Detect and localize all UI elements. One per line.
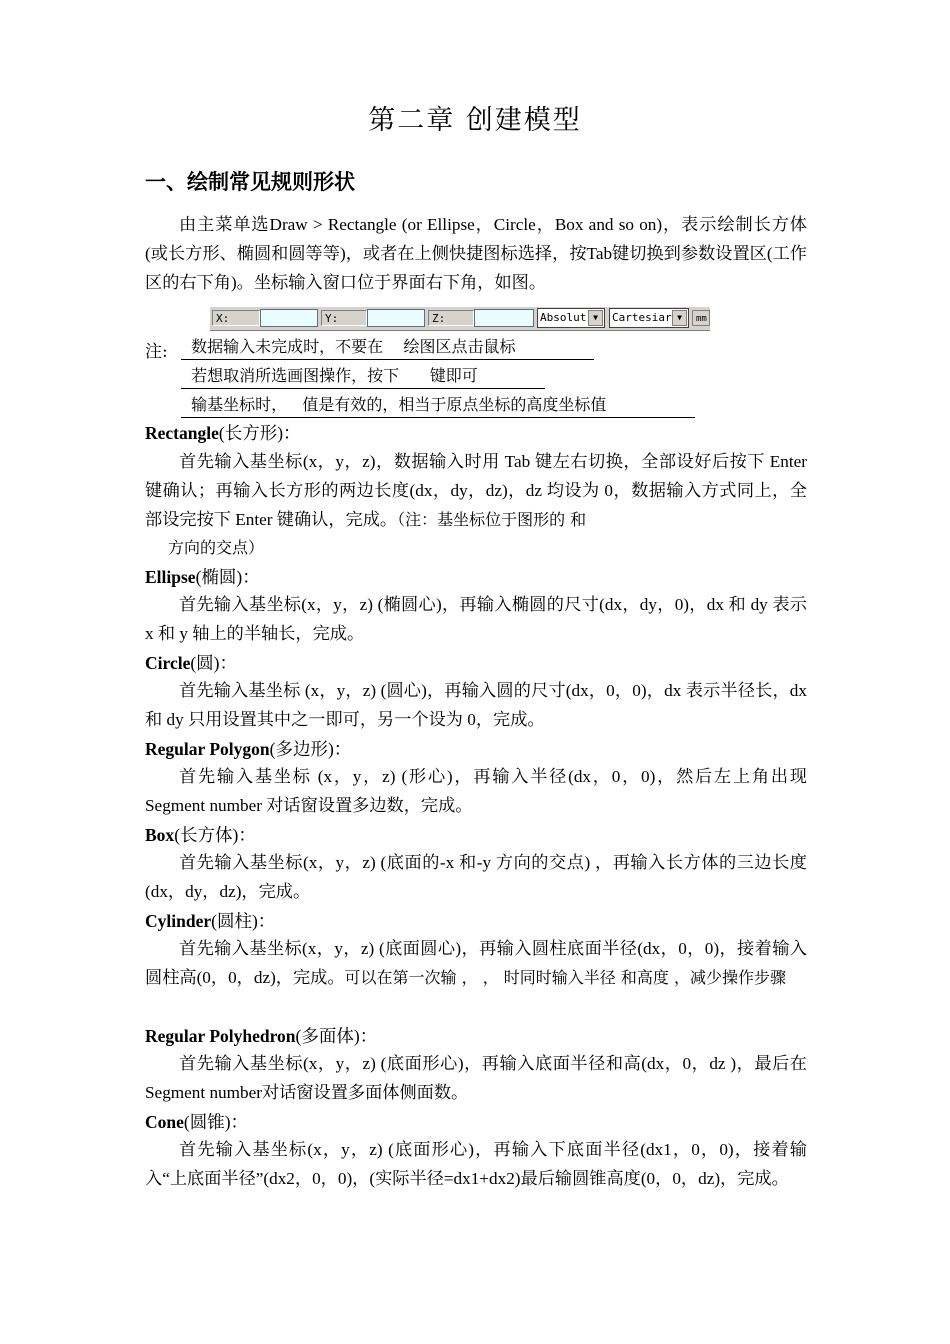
rectangle-note: （注：基坐标位于图形的 和 (397, 509, 587, 529)
rectangle-text: 首先输入基坐标(x，y，z)，数据输入时用 Tab 键左右切换，全部设好后按下 Enter 键确认；再输入长方形的两边长度(dx，dy，dz)，dz 均设为 0，数据输入方式同上，全部设完按下 Enter 键确认，完成。 (145, 452, 807, 529)
mode-select[interactable] (537, 308, 605, 328)
box-paragraph: 首先输入基坐标(x，y，z) (底面的-x 和-y 方向的交点) ，再输入长方体的三边长度(dx，dy，dz)，完成。 (145, 853, 807, 901)
rectangle-heading (145, 419, 301, 447)
mode-select-value: Absolut (540, 311, 587, 324)
coord-system-select[interactable] (609, 308, 689, 328)
cone-paragraph: 首先输入基坐标(x，y，z) (底面形心)，再输入下底面半径(dx1，0，0)，接着输入“上底面半径”(dx2，0，0)，(实际半径=dx1+dx2)最后输圆锥高度(0，0，dz)，完成。 (145, 1140, 807, 1188)
box-name: Box (145, 825, 175, 845)
ellipse-heading (145, 563, 260, 591)
rectangle-note-2: 方向的交点） (168, 538, 265, 557)
chevron-down-icon: ▼ (672, 310, 687, 326)
y-label: Y: (321, 310, 367, 326)
section-heading: 一、绘制常见规则形状 (145, 170, 355, 194)
intro-paragraph: 由主菜单选Draw > Rectangle (or Ellipse，Circle，Box and so on)，表示绘制长方体(或长方形、椭圆和圆等等)，或者在上侧快捷图标选择，按Tab键切换到参数设置区(工作区的右下角)。坐标输入窗口位于界面右下角，如图。 (145, 215, 807, 292)
circle-paragraph: 首先输入基坐标 (x，y，z) (圆心)，再输入圆的尺寸(dx，0，0)，dx 表示半径长，dx 和 dy 只用设置其中之一即可，另一个设为 0，完成。 (145, 681, 807, 729)
polyhedron-name: Regular Polyhedron (145, 1026, 296, 1046)
chevron-down-icon: ▼ (588, 310, 603, 326)
polyhedron-heading (145, 1022, 377, 1050)
coord-select-value: Cartesiar (612, 311, 672, 324)
cylinder-heading (145, 907, 275, 935)
x-label: X: (212, 310, 260, 326)
y-input[interactable] (367, 309, 425, 327)
cylinder-paragraph (145, 935, 807, 993)
rectangle-paragraph (145, 448, 807, 534)
note-line-1: 数据输入未完成时，不要在 绘图区点击鼠标 (181, 335, 594, 360)
polygon-name: Regular Polygon (145, 739, 270, 759)
circle-cn: (圆)： (190, 653, 238, 673)
chapter-title: 第二章 创建模型 (368, 105, 582, 136)
note-label: 注: (145, 342, 168, 362)
polygon-paragraph: 首先输入基坐标 (x，y，z) (形心)，再输入半径(dx，0，0)，然后左上角出现 Segment number 对话窗设置多边数，完成。 (145, 767, 807, 815)
cylinder-tip: 可以在第一次输 ， ， 时同时输入半径 和高度 ，减少操作步骤 (344, 967, 786, 987)
rectangle-cn: (长方形)： (218, 423, 301, 443)
cylinder-cn: (圆柱)： (211, 911, 276, 931)
polygon-heading (145, 735, 351, 763)
rectangle-name: Rectangle (145, 423, 219, 443)
ellipse-name: Ellipse (145, 567, 196, 587)
unit-label: mm (692, 310, 710, 326)
cone-name: Cone (145, 1112, 184, 1132)
cylinder-name: Cylinder (145, 911, 212, 931)
cone-cn: (圆锥)： (183, 1112, 249, 1132)
circle-heading (145, 649, 237, 677)
circle-name: Circle (145, 653, 191, 673)
polygon-cn: (多边形)： (269, 739, 352, 759)
polyhedron-paragraph: 首先输入基坐标(x，y，z) (底面形心)，再输入底面半径和高(dx，0，dz )，最后在Segment number对话窗设置多面体侧面数。 (145, 1054, 807, 1102)
note-line-3: 输基坐标时， 值是有效的，相当于原点坐标的高度坐标值 (181, 393, 695, 418)
box-cn: (长方体)： (174, 825, 256, 845)
z-label: Z: (428, 310, 474, 326)
x-input[interactable] (260, 309, 318, 327)
cylinder-text: 首先输入基坐标(x，y，z) (底面圆心)，再输入圆柱底面半径(dx，0，0)，接着输入圆柱高(0，0，dz)，完成。 (145, 939, 807, 987)
cone-heading (145, 1108, 248, 1136)
ellipse-cn: (椭圆)： (195, 567, 260, 587)
polyhedron-cn: (多面体)： (295, 1026, 378, 1046)
z-input[interactable] (474, 309, 534, 327)
ellipse-paragraph: 首先输入基坐标(x，y，z) (椭圆心)，再输入椭圆的尺寸(dx，dy，0)，dx 和 dy 表示 x 和 y 轴上的半轴长，完成。 (145, 595, 807, 643)
box-heading (145, 821, 256, 849)
note-line-2: 若想取消所选画图操作，按下 键即可 (181, 364, 545, 389)
coordinate-toolbar (210, 306, 710, 331)
